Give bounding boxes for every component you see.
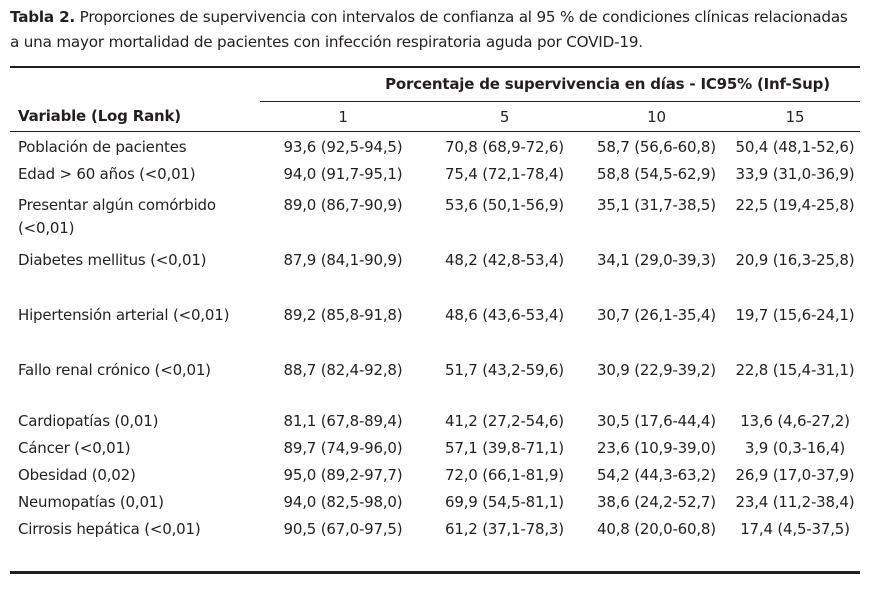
row-value: 3,9 (0,3-16,4) [744, 439, 846, 457]
row-value: 94,0 (82,5-98,0) [283, 493, 403, 511]
row-variable: Hipertensión arterial (<0,01) [18, 306, 230, 324]
table-row [10, 351, 860, 406]
row-value: 89,0 (86,7-90,9) [283, 196, 403, 214]
day-header-15: 15 [730, 102, 860, 132]
row-value: 22,8 (15,4-31,1) [735, 361, 855, 379]
span-header: Porcentaje de supervivencia en días - IC95% (Inf-Sup) [260, 66, 860, 102]
row-value: 93,6 (92,5-94,5) [283, 138, 403, 156]
row-value: 75,4 (72,1-78,4) [445, 165, 564, 183]
table-caption-label: Tabla 2. [10, 8, 75, 26]
row-value: 57,1 (39,8-71,1) [445, 439, 564, 457]
row-variable: Obesidad (0,02) [18, 466, 136, 484]
row-value: 30,9 (22,9-39,2) [597, 361, 716, 379]
table-row [10, 514, 860, 541]
row-value: 90,5 (67,0-97,5) [283, 520, 403, 538]
row-value: 69,9 (54,5-81,1) [445, 493, 564, 511]
variable-header: Variable (Log Rank) [10, 102, 260, 132]
row-value: 17,4 (4,5-37,5) [740, 520, 850, 538]
survival-table [10, 66, 860, 541]
column-header-row [10, 102, 860, 132]
row-value: 48,6 (43,6-53,4) [445, 306, 564, 324]
row-value: 70,8 (68,9-72,6) [445, 138, 564, 156]
span-header-row [10, 66, 860, 102]
row-value: 87,9 (84,1-90,9) [283, 251, 403, 269]
row-value: 33,9 (31,0-36,9) [735, 165, 855, 183]
row-value: 35,1 (31,7-38,5) [597, 196, 716, 214]
row-variable: Población de pacientes [18, 138, 187, 156]
table-row [10, 433, 860, 460]
row-value: 48,2 (42,8-53,4) [445, 251, 564, 269]
row-value: 61,2 (37,1-78,3) [445, 520, 564, 538]
row-value: 20,9 (16,3-25,8) [735, 251, 855, 269]
row-variable: Edad > 60 años (<0,01) [18, 165, 196, 183]
table-row [10, 186, 860, 241]
day-header-5: 5 [426, 102, 583, 132]
row-value: 94,0 (91,7-95,1) [283, 165, 403, 183]
row-variable: Cáncer (<0,01) [18, 439, 131, 457]
row-value: 88,7 (82,4-92,8) [283, 361, 403, 379]
row-variable: Cardiopatías (0,01) [18, 412, 159, 430]
row-value: 95,0 (89,2-97,7) [283, 466, 403, 484]
table-row [10, 406, 860, 433]
row-value: 89,2 (85,8-91,8) [283, 306, 403, 324]
row-variable: Presentar algún comórbido (<0,01) [18, 196, 216, 237]
row-value: 41,2 (27,2-54,6) [445, 412, 564, 430]
row-value: 30,5 (17,6-44,4) [597, 412, 716, 430]
day-header-1: 1 [260, 102, 426, 132]
row-value: 23,4 (11,2-38,4) [735, 493, 855, 511]
row-value: 19,7 (15,6-24,1) [735, 306, 855, 324]
row-value: 72,0 (66,1-81,9) [445, 466, 564, 484]
table-row [10, 132, 860, 160]
row-value: 26,9 (17,0-37,9) [735, 466, 855, 484]
row-value: 30,7 (26,1-35,4) [597, 306, 716, 324]
row-value: 54,2 (44,3-63,2) [597, 466, 716, 484]
day-header-10: 10 [583, 102, 730, 132]
row-value: 22,5 (19,4-25,8) [735, 196, 855, 214]
row-value: 51,7 (43,2-59,6) [445, 361, 564, 379]
table-caption [10, 5, 860, 55]
row-value: 81,1 (67,8-89,4) [283, 412, 403, 430]
row-value: 50,4 (48,1-52,6) [735, 138, 855, 156]
row-value: 89,7 (74,9-96,0) [283, 439, 403, 457]
row-value: 58,8 (54,5-62,9) [597, 165, 716, 183]
table-row [10, 487, 860, 514]
row-value: 34,1 (29,0-39,3) [597, 251, 716, 269]
table-row [10, 296, 860, 351]
row-value: 13,6 (4,6-27,2) [740, 412, 850, 430]
row-variable: Cirrosis hepática (<0,01) [18, 520, 201, 538]
row-value: 58,7 (56,6-60,8) [597, 138, 716, 156]
row-value: 40,8 (20,0-60,8) [597, 520, 716, 538]
table-row [10, 241, 860, 296]
table-row [10, 159, 860, 186]
table-caption-text: Proporciones de supervivencia con intervalos de confianza al 95 % de condiciones clínicas relacionadas a una mayor mortalidad de pacientes con infección respiratoria aguda por COVID-19. [10, 8, 848, 51]
row-variable: Diabetes mellitus (<0,01) [18, 251, 207, 269]
table-bottom-rule [10, 571, 860, 574]
row-value: 23,6 (10,9-39,0) [597, 439, 716, 457]
row-value: 53,6 (50,1-56,9) [445, 196, 564, 214]
row-value: 38,6 (24,2-52,7) [597, 493, 716, 511]
row-variable: Fallo renal crónico (<0,01) [18, 361, 211, 379]
table-body [10, 132, 860, 542]
span-header-blank [10, 66, 260, 102]
table-row [10, 460, 860, 487]
row-variable: Neumopatías (0,01) [18, 493, 164, 511]
